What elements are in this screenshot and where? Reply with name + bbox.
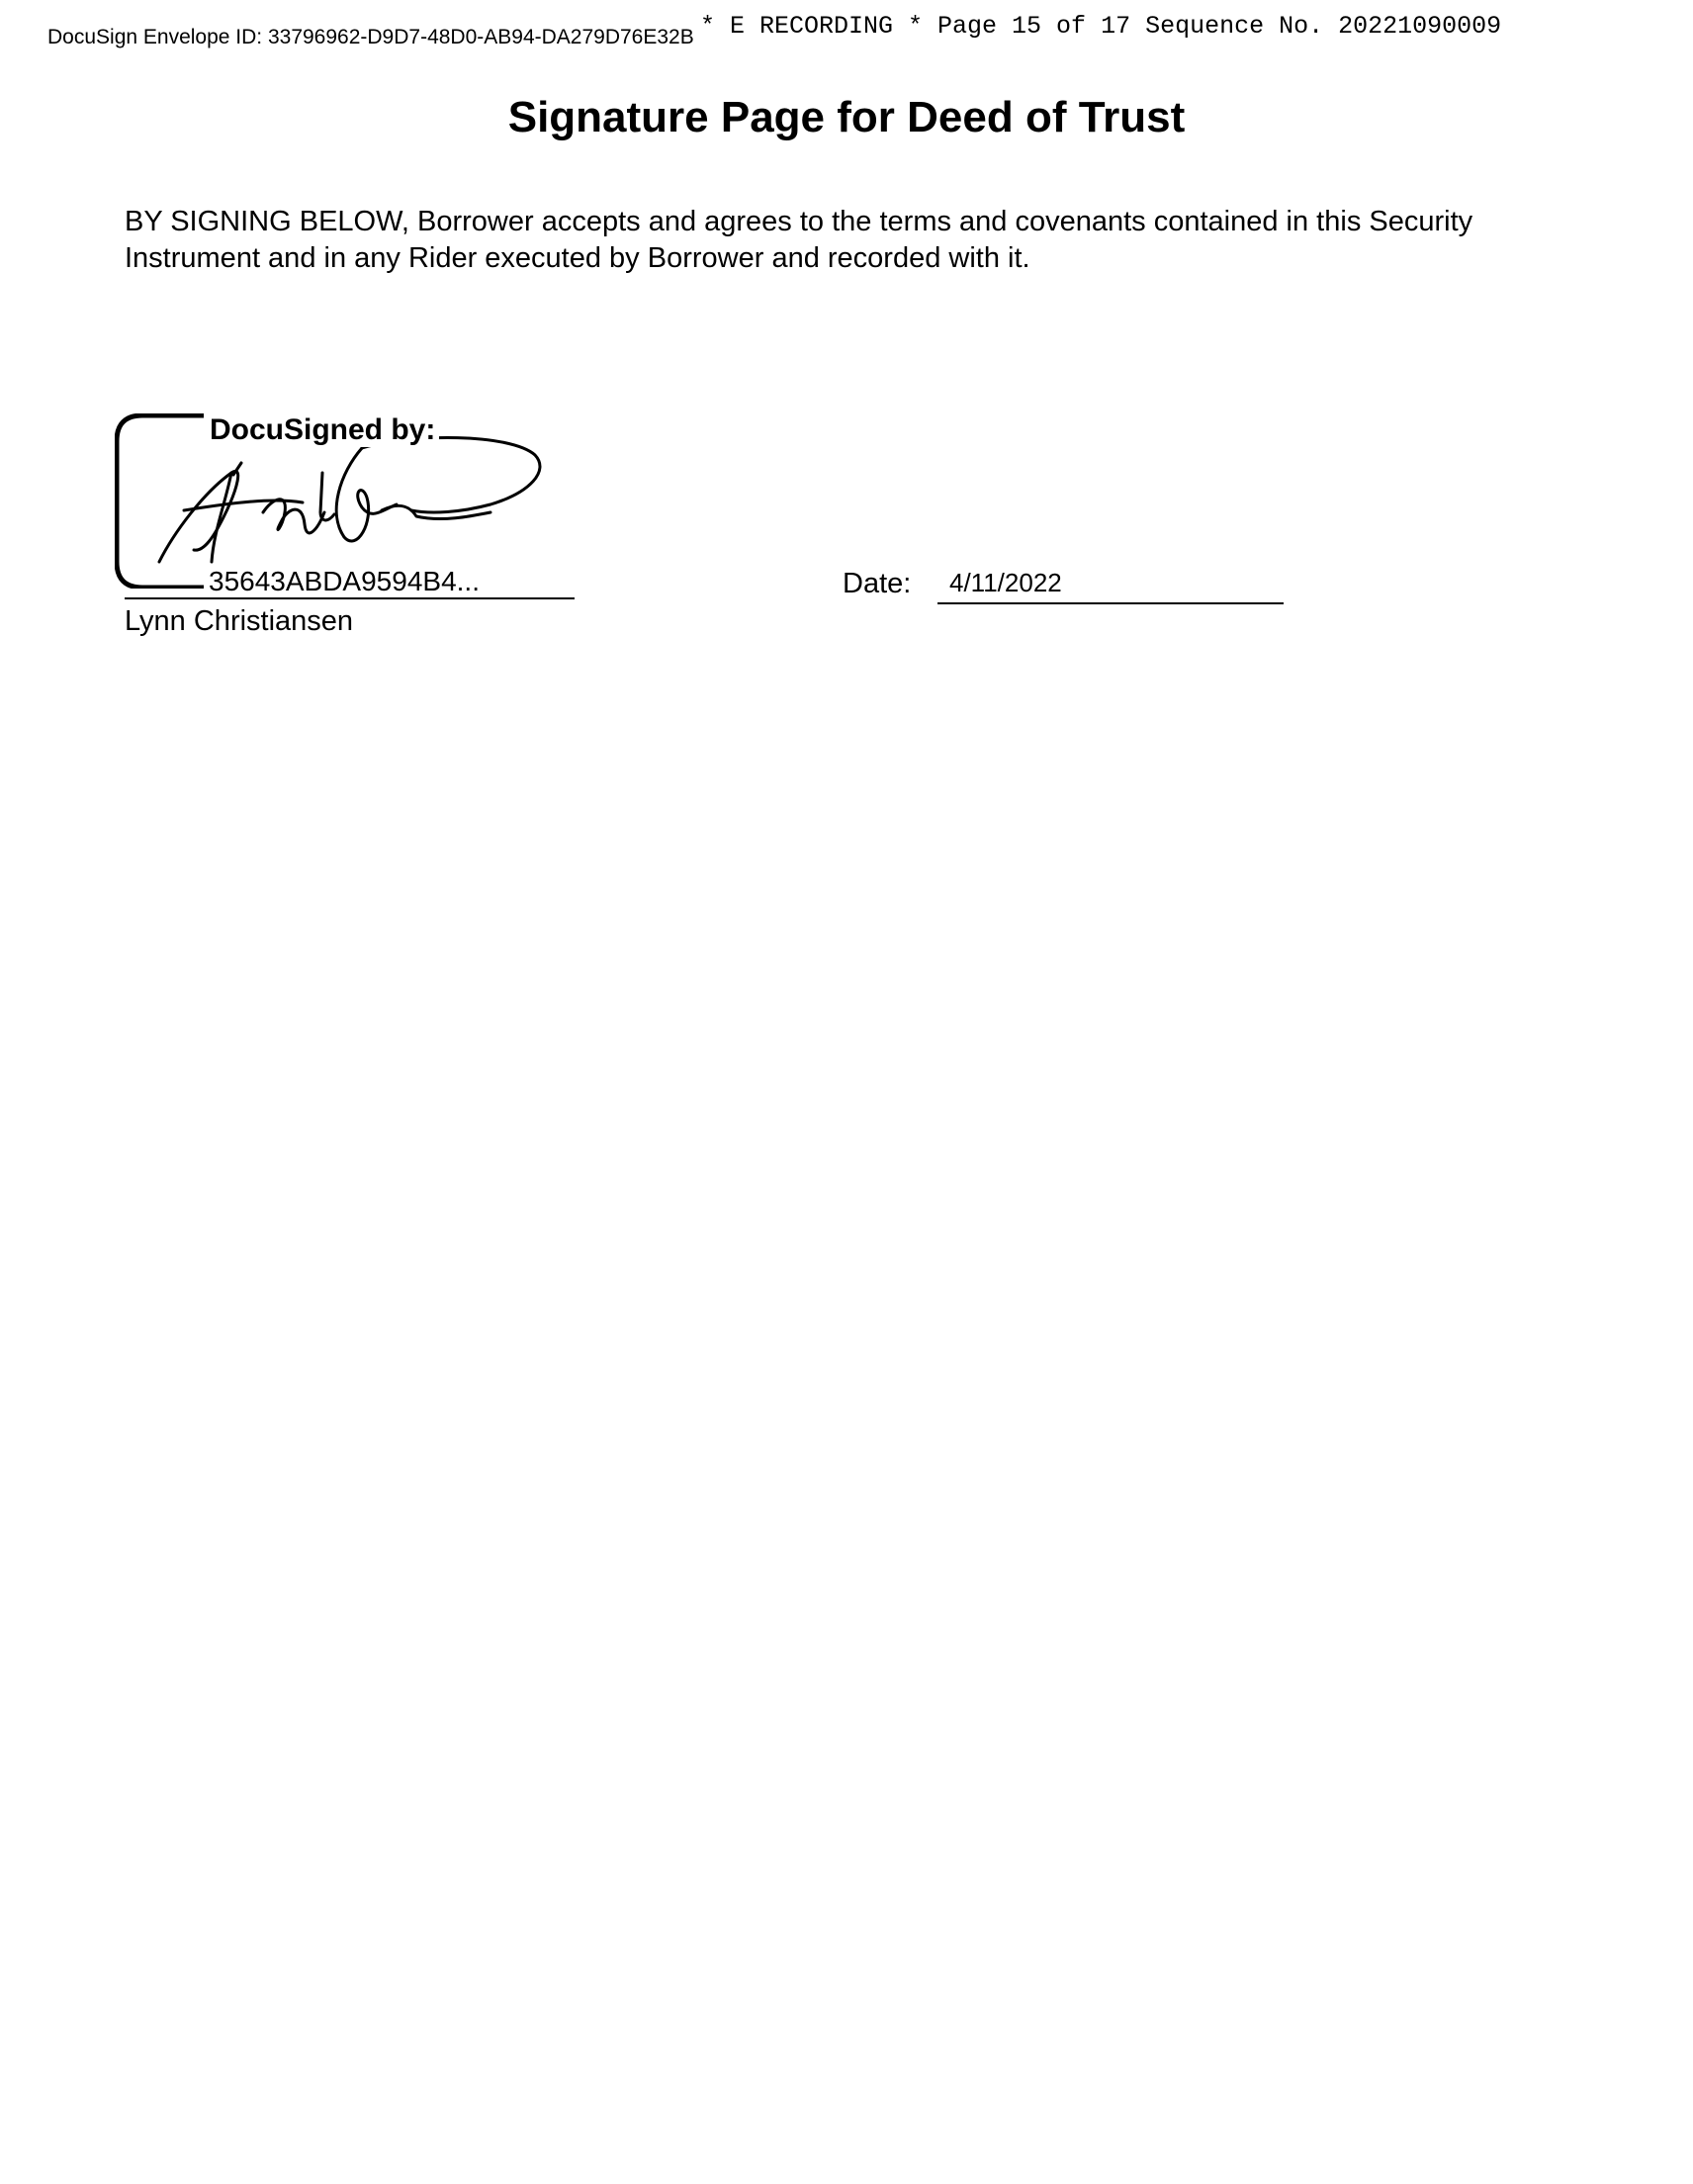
envelope-id: DocuSign Envelope ID: 33796962-D9D7-48D0-AB94-DA279D76E32B <box>47 26 694 48</box>
date-label: Date: <box>843 568 912 599</box>
handwritten-signature <box>159 438 540 562</box>
certificate-id: 35643ABDA9594B4... <box>206 566 483 597</box>
recording-stamp: * E RECORDING * Page 15 of 17 Sequence No. 20221090009 <box>700 12 1502 41</box>
body-paragraph: BY SIGNING BELOW, Borrower accepts and agrees to the terms and covenants contained in this Security Instrument and in any Rider executed by Borrower and recorded with it. <box>125 206 1473 274</box>
page-title: Signature Page for Deed of Trust <box>507 93 1186 141</box>
date-line <box>937 602 1284 604</box>
date-value: 4/11/2022 <box>949 568 1062 597</box>
signer-name: Lynn Christiansen <box>125 605 354 637</box>
signature-line <box>125 597 575 599</box>
docusigned-by-label: DocuSigned by: <box>206 413 439 447</box>
